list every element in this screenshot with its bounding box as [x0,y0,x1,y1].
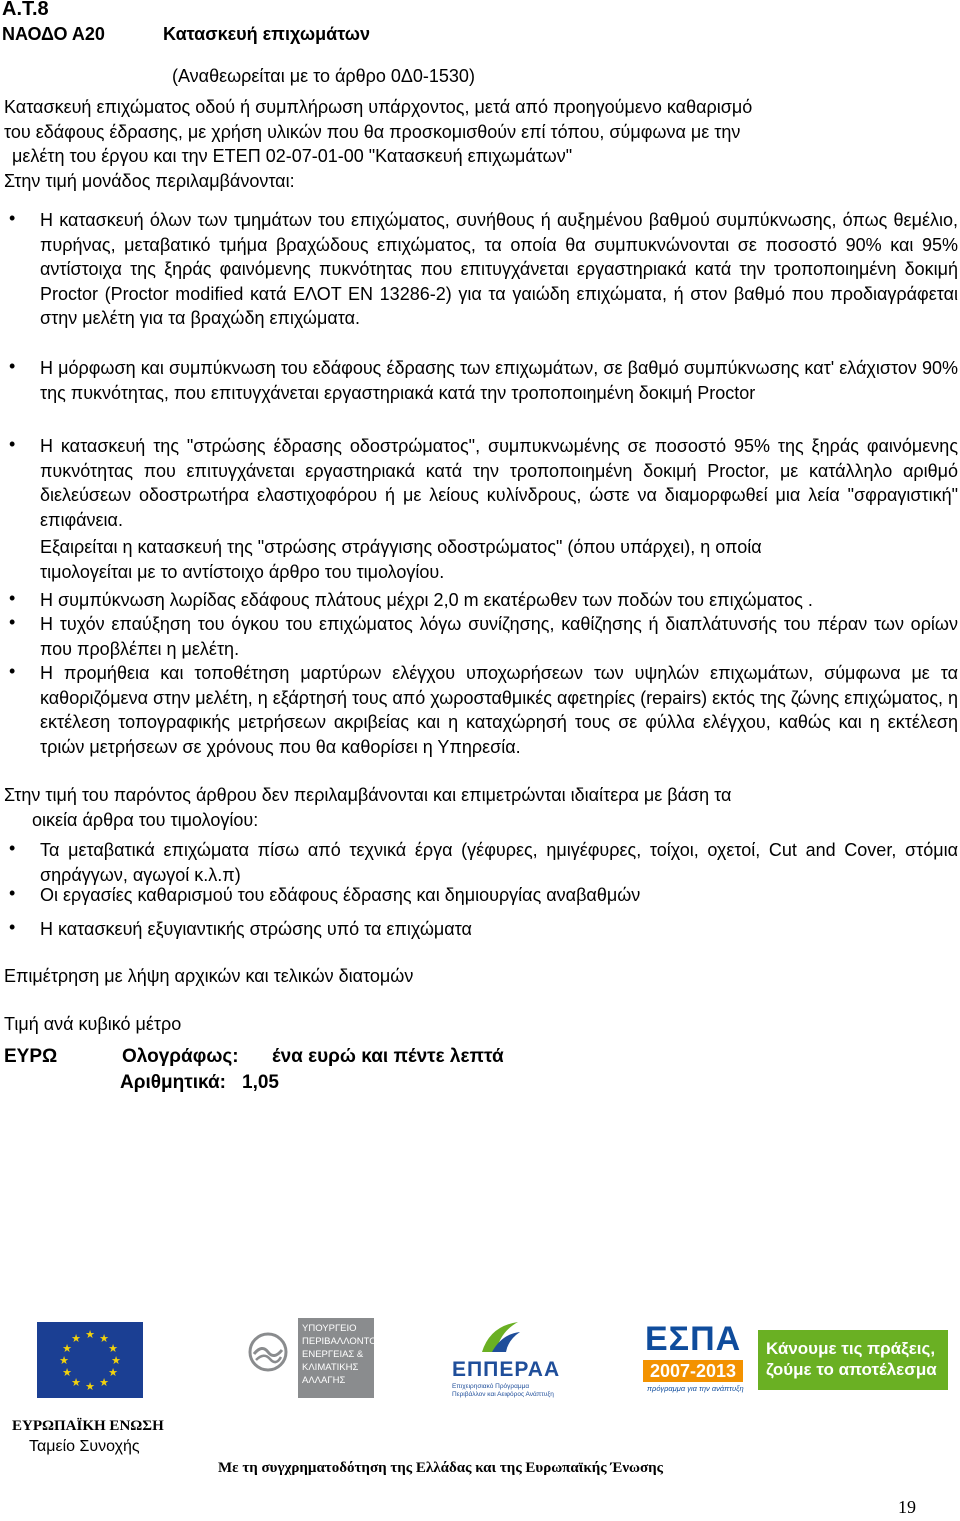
exception-line: Εξαιρείται η κατασκευή της "στρώσης στράγγισης οδοστρώματος" (όπου υπάρχει), η οποία [40,537,762,557]
price-numeric-value: 1,05 [242,1072,279,1093]
bullet-icon: • [9,356,16,376]
measurement-text: Επιμέτρηση με λήψη αρχικών και τελικών διατομών [4,966,414,986]
bullet-icon: • [9,883,16,903]
doc-code: A.T.8 [2,0,49,20]
svg-text:★: ★ [108,1342,118,1355]
exception-note [40,535,958,584]
svg-text:★: ★ [71,1332,81,1345]
excluded-intro-line: οικεία άρθρα του τιμολογίου: [32,809,259,830]
page-number: 19 [898,1497,916,1517]
bullet-icon: • [9,588,16,608]
espa-logo [643,1322,743,1394]
intro-text [4,95,956,193]
ministry-line: ΥΠΟΥΡΓΕΙΟ [302,1323,357,1334]
ministry-line: ΕΝΕΡΓΕΙΑΣ & [302,1349,364,1360]
svg-text:★: ★ [99,1376,109,1389]
slogan-box [758,1330,948,1390]
svg-text:★: ★ [62,1342,72,1355]
excluded-item: Η κατασκευή εξυγιαντικής στρώσης υπό τα επιχώματα [40,919,472,939]
espa-slogan: πρόγραμμα για την ανάπτυξη [647,1384,744,1393]
espa-title: ΕΣΠΑ [645,1320,742,1358]
svg-text:★: ★ [99,1332,109,1345]
svg-text:★: ★ [108,1366,118,1379]
price-numeric-label: Αριθμητικά: [120,1072,226,1093]
price-words-value: ένα ευρώ και πέντε λεπτά [272,1046,504,1067]
slogan-line: ζούμε το αποτέλεσμα [766,1360,937,1379]
ministry-logo [248,1318,383,1398]
eu-title: ΕΥΡΩΠΑΪΚΗ ΕΝΩΣΗ [12,1418,164,1434]
exception-line: τιμολογείται με το αντίστοιχο άρθρο του τιμολογίου. [40,561,445,582]
cofunding-note: Με τη συγχρηματοδότηση της Ελλάδας και της Ευρωπαϊκής Ένωσης [218,1460,664,1476]
svg-text:★: ★ [111,1354,121,1367]
slogan-line: Κάνουμε τις πράξεις, [766,1339,936,1358]
bullet-icon: • [9,661,16,681]
item-title: Κατασκευή επιχωμάτων [163,24,370,44]
excluded-item: Τα μεταβατικά επιχώματα πίσω από τεχνικά έργα (γέφυρες, ημιγέφυρες, τοίχοι, οχετοί, Cut and Cover, στόμια σηράγγων, αγωγοί κ.λ.π) [40,840,958,885]
epperaa-logo [448,1318,561,1398]
included-item: Η μόρφωση και συμπύκνωση του εδάφους έδρασης των επιχωμάτων, σε βαθμό συμπύκνωσης κατ' ελάχιστον 90% της πυκνότητας, που επιτυγχάνεται εργαστηριακά κατά την τροποποιημένη δοκιμή Proctor [40,358,958,403]
eu-fund: Ταμείο Συνοχής [29,1438,140,1455]
epperaa-emblem-icon [478,1318,524,1358]
ministry-line: ΑΛΛΑΓΗΣ [302,1375,346,1386]
intro-line: Στην τιμή μονάδος περιλαμβάνονται: [4,170,295,191]
revision-note: (Αναθεωρείται με το άρθρο 0Δ0-1530) [172,66,475,86]
included-item: Η κατασκευή της "στρώσης έδρασης οδοστρώματος", συμπυκνωμένης σε ποσοστό 95% της ξηράς φαινόμενης πυκνότητας που επιτυγχάνεται εργαστηριακά κατά την τροποποιημένη δοκιμή Proctor, με κατάλληλο αριθμό διελεύσεων οδοστρωτήρα ελαστιχοφόρου ή με λείους κυλίνδρους, ώστε να διαμορφωθεί μια λεία "σφραγιστική" επιφάνεια. [40,436,958,530]
svg-text:★: ★ [71,1376,81,1389]
included-item: Η κατασκευή όλων των τμημάτων του επιχώματος, συνήθους ή αυξημένου βαθμού συμπύκνωσης, όπως θεμέλιο, πυρήνας, μεταβατικό τμήμα βραχώδους επιχώματος, τα οποία θα συμπυκνώνονται σε ποσοστό 90% και 95% αντίστοιχα της ξηράς φαινόμενης πυκνότητας που επιτυγχάνεται εργαστηριακά κατά την τροποποιημένη δοκιμή Proctor (Proctor modified κατά ΕΛΟΤ ΕΝ 13286-2) για τα γαιώδη επιχώματα, ή στον βαθμό που προδιαγράφεται στην μελέτη για τα βραχώδη επιχώματα. [40,210,958,328]
ministry-line: ΠΕΡΙΒΑΛΛΟΝΤΟΣ [302,1336,383,1347]
excluded-intro-line: Στην τιμή του παρόντος άρθρου δεν περιλαμβάνονται και επιμετρώνται ιδιαίτερα με βάση τα [4,785,732,805]
included-item: Η τυχόν επαύξηση του όγκου του επιχώματος λόγω συνίζησης, καθίζησης ή διαπλάτυνσής του πέραν των ορίων που προβλέπει η μελέτη. [40,614,958,659]
intro-line: του εδάφους έδρασης, με χρήση υλικών που θα προσκομισθούν επί τόπου, σύμφωνα με την [4,121,741,142]
included-item: Η προμήθεια και τοποθέτηση μαρτύρων ελέγχου υποχωρήσεων των υψηλών επιχωμάτων, σύμφωνα με τα καθοριζόμενα στην μελέτη, η εξάρτησή τους από χωροσταθμικές αφετηρίες (repairs) εκτός της ζώνης επιχώματος, η εκτέλεση τοπογραφικής μετρήσεων ακριβείας και η καταχώρησή τους σε φύλλα ελέγχου, καθώς και η εκτέλεση τριών μετρήσεων σε χρόνους που θα καθορίσει η Υπηρεσία. [40,663,959,757]
epperaa-sub: Περιβάλλον και Αειφόρος Ανάπτυξη [452,1391,554,1398]
svg-text:★: ★ [59,1354,69,1367]
excluded-item: Οι εργασίες καθαρισμού του εδάφους έδρασης και δημιουργίας αναβαθμών [40,885,641,905]
excluded-intro [4,783,956,832]
bullet-icon: • [9,208,16,228]
included-item: Η συμπύκνωση λωρίδας εδάφους πλάτους μέχρι 2,0 m εκατέρωθεν των ποδών του επιχώματος . [40,590,813,610]
unit-text: Τιμή ανά κυβικό μέτρο [4,1014,182,1034]
svg-text:★: ★ [62,1366,72,1379]
bullet-icon: • [9,838,16,858]
bullet-icon: • [9,612,16,632]
intro-line: Κατασκευή επιχώματος οδού ή συμπλήρωση υπάρχοντος, μετά από προηγούμενο καθαρισμό [4,97,753,117]
svg-text:★: ★ [85,1380,95,1393]
item-number: ΝΑΟΔΟ Α20 [2,24,105,44]
ministry-line: ΚΛΙΜΑΤΙΚΗΣ [302,1362,359,1373]
espa-years: 2007-2013 [643,1360,743,1382]
epperaa-title: ΕΠΠΕΡΑΑ [452,1358,561,1381]
bullet-icon: • [9,917,16,937]
epperaa-sub: Επιχειρησιακό Πρόγραμμα [452,1383,530,1390]
price-currency: ΕΥΡΩ [4,1046,58,1067]
intro-line: μελέτη του έργου και την ΕΤΕΠ 02-07-01-00 "Κατασκευή επιχωμάτων" [12,146,573,166]
eu-flag-icon [37,1322,143,1398]
price-words-label: Ολογράφως: [122,1046,239,1067]
ministry-emblem-icon [248,1332,288,1372]
eu-logo [37,1322,143,1403]
svg-text:★: ★ [85,1328,95,1341]
bullet-icon: • [9,434,16,454]
